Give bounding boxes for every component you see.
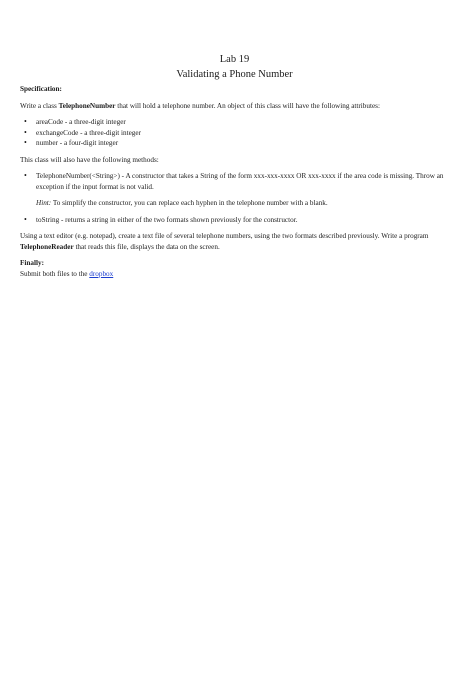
attribute-item-exchange-code: • exchangeCode - a three-digit integer: [32, 128, 450, 139]
finally-line: [20, 269, 450, 280]
program-post: that reads this file, displays the data on the screen.: [73, 242, 220, 251]
specification-heading: Specification:: [20, 85, 62, 93]
class-name-telephone-reader: TelephoneReader: [20, 242, 74, 251]
hint-label: Hint:: [36, 199, 52, 207]
document-body: [20, 84, 450, 279]
hint-text: To simplify the constructor, you can replace each hyphen in the telephone number with a blank.: [51, 199, 328, 207]
class-intro-pre: Write a class: [20, 101, 59, 110]
hint-paragraph: [36, 198, 450, 209]
document-title: Lab 19: [219, 54, 250, 65]
class-name-telephone-number: TelephoneNumber: [58, 101, 116, 110]
attributes-list: [20, 117, 450, 149]
method-item-constructor: • TelephoneNumber(<String>) - A constructor that takes a String of the form xxx-xxx-xxxx OR xxx-xxxx if the area code is missing. Throw an exception if the input format is not valid.: [32, 171, 450, 192]
attribute-item-area-code: • areaCode - a three-digit integer: [32, 117, 450, 128]
class-intro-post: that will hold a telephone number. An object of this class will have the following attributes:: [115, 101, 380, 110]
finally-text: Submit both files to the: [20, 269, 90, 278]
methods-list-constructor: [20, 171, 450, 192]
method-item-tostring: • toString - returns a string in either of the two formats shown previously for the constructor.: [32, 215, 450, 226]
class-intro-paragraph: [20, 101, 450, 112]
methods-intro: This class will also have the following methods:: [20, 155, 159, 164]
program-pre: Using a text editor (e.g. notepad), create a text file of several telephone numbers, using the two formats described previously. Write a program: [20, 232, 429, 240]
program-paragraph: [20, 231, 450, 252]
attribute-item-number: • number - a four-digit integer: [32, 138, 450, 149]
methods-list-tostring: [20, 215, 450, 226]
finally-heading: Finally:: [20, 259, 44, 267]
title-block: [0, 52, 469, 82]
document-subtitle: Validating a Phone Number: [176, 69, 293, 80]
dropbox-link[interactable]: dropbox: [89, 269, 114, 278]
